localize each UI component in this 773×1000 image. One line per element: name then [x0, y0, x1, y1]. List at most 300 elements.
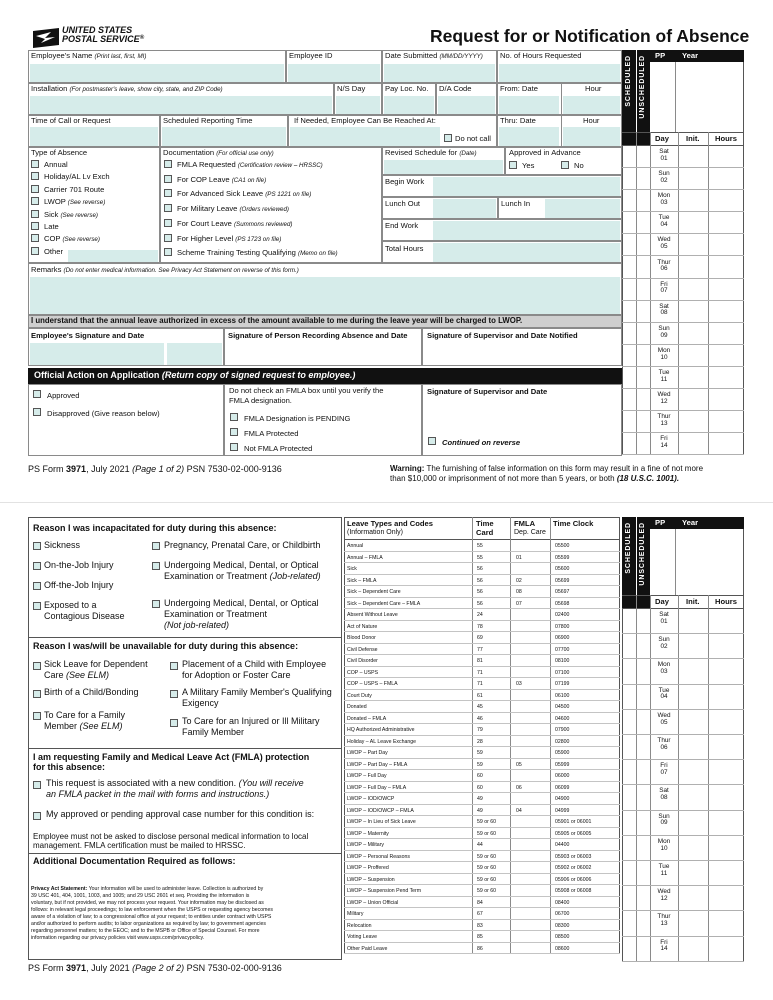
- cal1-day-num-7: 08: [660, 309, 668, 317]
- thru-date-input[interactable]: [499, 127, 559, 146]
- ns-day-input[interactable]: [336, 96, 380, 114]
- undergoing-job-hint: (Job-related): [269, 570, 321, 581]
- cal2-row-13[interactable]: [622, 937, 744, 962]
- undergoing-nonjob-checkbox[interactable]: [152, 600, 160, 608]
- leave-card-2: 56: [477, 566, 483, 572]
- leave-card-26: 44: [477, 842, 483, 848]
- approved-label: Approved: [47, 391, 80, 400]
- total-hours-input[interactable]: [433, 243, 620, 262]
- employee-signature-label: Employee's Signature and Date: [31, 331, 145, 340]
- family-member-hint: (See ELM): [79, 720, 123, 731]
- scheduled-time-input[interactable]: [162, 127, 286, 146]
- doc-checkbox-0[interactable]: [164, 160, 172, 168]
- approved-checkbox[interactable]: [33, 390, 41, 398]
- military-exigency-checkbox[interactable]: [170, 690, 178, 698]
- leave-clock-9: 07700: [555, 646, 570, 653]
- hours-requested-input[interactable]: [499, 64, 620, 82]
- family-member-line2: Member: [44, 720, 78, 731]
- warning-label: Warning:: [390, 464, 425, 473]
- undergoing-nonjob-label: [164, 598, 319, 630]
- logo-line1: UNITED STATES: [62, 25, 133, 35]
- family-member-checkbox[interactable]: [33, 712, 41, 720]
- leave-card-5: 56: [477, 600, 483, 607]
- doc-checkbox-4[interactable]: [164, 219, 172, 227]
- absence-checkbox-0[interactable]: [31, 160, 39, 168]
- absence-checkbox-1[interactable]: [31, 172, 39, 180]
- cal2-row-4[interactable]: [622, 710, 744, 735]
- cal2-day-num-4: 05: [660, 718, 668, 726]
- leave-card-28: 59 or 60: [477, 865, 497, 871]
- date-submitted-input[interactable]: [384, 64, 495, 82]
- undergoing-job-checkbox[interactable]: [152, 562, 160, 570]
- cal2-day-name-9: Mon: [657, 837, 671, 845]
- leave-type-24: LWOP – In Lieu of Sick Leave: [347, 819, 416, 825]
- installation-input[interactable]: [30, 96, 332, 114]
- doc-label-text-2: For Advanced Sick Leave: [177, 189, 264, 199]
- cal2-row-7[interactable]: [622, 785, 744, 810]
- supervisor-signature-label: Signature of Supervisor and Date: [427, 387, 548, 396]
- reached-at-input[interactable]: [290, 127, 440, 146]
- cal1-row-8[interactable]: [622, 323, 744, 345]
- exposed-line1: Exposed to a: [44, 600, 97, 610]
- cal1-year-label: Year: [682, 51, 699, 60]
- sickness-checkbox[interactable]: [33, 542, 41, 550]
- doc-label-5: [177, 234, 281, 243]
- cal1-row-5[interactable]: [622, 257, 744, 279]
- leave-col-types: Leave Types and Codes: [347, 519, 433, 528]
- lunch-in-input[interactable]: [545, 199, 620, 218]
- undergoing-nonjob-hint: (Not job-related): [164, 619, 230, 630]
- employee-signature-date-input[interactable]: [167, 343, 222, 365]
- leave-card-10: 81: [477, 658, 483, 664]
- leave-fmla-21: 06: [516, 784, 522, 791]
- documentation-heading-hint: (For official use only): [216, 150, 274, 157]
- installation-text: Installation: [31, 84, 68, 93]
- ns-day-label: N/S Day: [337, 84, 366, 93]
- cal2-day-num-5: 06: [660, 743, 668, 751]
- doc-checkbox-1[interactable]: [164, 175, 172, 183]
- cal1-day-9: [650, 348, 678, 361]
- injured-military-label: [182, 716, 320, 738]
- absence-checkbox-6[interactable]: [31, 234, 39, 242]
- not-disclose-line1: Employee must not be asked to disclose personal medical information to local: [33, 832, 309, 841]
- employee-id-input[interactable]: [288, 64, 380, 82]
- from-hour-input[interactable]: [563, 96, 620, 114]
- absence-checkbox-3[interactable]: [31, 197, 39, 205]
- leave-type-6: Absent Without Leave: [347, 612, 398, 618]
- leave-type-1: Annual – FMLA: [347, 554, 383, 561]
- cal1-day-name-13: Fri: [660, 435, 668, 443]
- fmla-request-heading-line2: for this absence:: [33, 761, 106, 772]
- leave-clock-30: 05908 or 06008: [555, 888, 592, 894]
- privacy-text-4: aware of a violation of law; to a congressional office at your request; to entities under contract with USPS: [31, 914, 272, 921]
- leave-clock-17: 02800: [555, 738, 570, 745]
- absence-checkbox-2[interactable]: [31, 185, 39, 193]
- doc-checkbox-5[interactable]: [164, 234, 172, 242]
- leave-clock-25: 05905 or 06005: [555, 830, 592, 837]
- cal2-day-num-7: 08: [660, 794, 668, 802]
- leave-type-34: Voting Leave: [347, 934, 377, 940]
- absence-checkbox-5[interactable]: [31, 222, 39, 230]
- reason2-heading: Reason I was/will be unavailable for duty during this absence:: [33, 641, 299, 651]
- undergoing-job-line2: Examination or Treatment: [164, 570, 268, 581]
- cal2-day-num-13: 14: [660, 945, 668, 953]
- cal2-day-name-6: Fri: [660, 762, 668, 770]
- leave-clock-11: 07100: [555, 669, 570, 676]
- sick-leave-dependent-checkbox[interactable]: [33, 662, 41, 670]
- cal2-year-input[interactable]: [676, 529, 744, 595]
- doc-label-0: [177, 160, 323, 169]
- leave-type-16: HQ Authorized Administrative: [347, 727, 415, 733]
- cal2-pp-input[interactable]: [650, 529, 676, 595]
- approved-case-checkbox[interactable]: [33, 812, 41, 820]
- hours-requested-label: No. of Hours Requested: [500, 51, 582, 60]
- leave-clock-26: 04400: [555, 842, 570, 848]
- time-of-call-label: Time of Call or Request: [31, 116, 111, 125]
- doc-hint-3: (Orders reviewed): [239, 206, 289, 214]
- cal1-init-col: Init.: [686, 134, 700, 143]
- privacy-text-6: regarding personnel matters; to the EEOC; and to the MSPB or Office of Special Counsel. For more: [31, 928, 260, 935]
- placement-line2: for Adoption or Foster Care: [182, 669, 291, 680]
- cal1-day-num-3: 04: [660, 221, 668, 229]
- undergoing-nonjob-line1: Undergoing Medical, Dental, or Optical: [164, 598, 319, 608]
- cal1-row-9[interactable]: [622, 345, 744, 367]
- leave-fmla-12: 03: [516, 681, 522, 687]
- cal2-day-name-1: Sun: [658, 636, 670, 644]
- cal2-day-num-12: 13: [660, 920, 668, 928]
- cal1-row-7[interactable]: [622, 301, 744, 323]
- leave-col-depcare: Dep. Care: [514, 529, 546, 536]
- cal2-row-2[interactable]: [622, 659, 744, 684]
- cal1-unscheduled-label: UNSCHEDULED: [639, 55, 646, 119]
- leave-fmla-3: 02: [516, 577, 522, 584]
- type-of-absence-heading: Type of Absence: [31, 148, 88, 157]
- supervisor-notified-label: Signature of Supervisor and Date Notified: [427, 331, 578, 340]
- cal2-row-3[interactable]: [622, 685, 744, 710]
- reason1-heading: Reason I was incapacitated for duty during this absence:: [33, 523, 277, 533]
- leave-card-35: 86: [477, 945, 483, 952]
- warning-line1: The furnishing of false information on this form may result in a fine of not more: [426, 464, 704, 473]
- privacy-line-7: [31, 935, 341, 942]
- employee-name-text: Employee's Name: [31, 51, 93, 60]
- remarks-input[interactable]: [30, 277, 620, 314]
- doc-label-text-1: For COP Leave: [177, 174, 230, 184]
- cal1-row-10[interactable]: [622, 367, 744, 389]
- cal2-pp-label: PP: [655, 518, 666, 527]
- leave-type-13: Court Duty: [347, 692, 372, 699]
- leave-type-22: LWOP – IOD/OWCP: [347, 796, 395, 802]
- footer1-rest: , July 2021: [86, 464, 130, 474]
- footer1-psn: PSN 7530-02-000-9136: [186, 464, 282, 474]
- thru-hour-input[interactable]: [563, 127, 620, 146]
- leave-clock-8: 06900: [555, 635, 570, 641]
- cal1-row-6[interactable]: [622, 279, 744, 301]
- end-work-input[interactable]: [433, 221, 620, 240]
- placement-checkbox[interactable]: [170, 662, 178, 670]
- leave-clock-4: 05697: [555, 589, 570, 595]
- on-job-injury-checkbox[interactable]: [33, 562, 41, 570]
- privacy-line-6: [31, 928, 341, 935]
- begin-work-input[interactable]: [433, 177, 620, 196]
- absence-label-text-1: Holiday/AL Lv Exch: [44, 172, 110, 182]
- off-job-injury-label: Off-the-Job Injury: [44, 580, 114, 590]
- cal1-day-num-1: 02: [660, 176, 668, 184]
- approved-no-checkbox[interactable]: [561, 161, 569, 169]
- date-submitted-hint: (MM/DD/YYYY): [439, 53, 483, 60]
- privacy-line-1: [31, 893, 341, 900]
- cal2-row-0[interactable]: [622, 609, 744, 634]
- disapproved-checkbox[interactable]: [33, 408, 41, 416]
- leave-clock-15: 04600: [555, 715, 570, 722]
- doc-checkbox-3[interactable]: [164, 204, 172, 212]
- privacy-statement: [31, 886, 341, 942]
- divider-2: [28, 748, 342, 749]
- approved-yes-checkbox[interactable]: [509, 161, 517, 169]
- do-not-call-label: Do not call: [455, 134, 491, 143]
- absence-hint-3: (See reverse): [67, 199, 106, 207]
- remarks-label: [31, 266, 299, 275]
- doc-checkbox-2[interactable]: [164, 189, 172, 197]
- from-date-input[interactable]: [499, 96, 559, 114]
- leave-type-26: LWOP – Military: [347, 842, 384, 848]
- additional-doc-input[interactable]: [30, 868, 340, 884]
- cal1-day-3: [650, 215, 678, 228]
- page-separator: [0, 502, 773, 503]
- lunch-out-label: Lunch Out: [385, 199, 421, 208]
- cal2-row-5[interactable]: [622, 735, 744, 760]
- family-member-label: [44, 710, 125, 732]
- cal1-year-input[interactable]: [676, 62, 744, 132]
- leave-card-32: 67: [477, 911, 483, 917]
- cal2-day-10: [650, 864, 678, 877]
- cal2-row-9[interactable]: [622, 836, 744, 861]
- usps-eagle-logo: [33, 28, 59, 48]
- privacy-text-3: follows: in relevant legal proceedings; to law enforcement when the USPS or requesting agency becomes: [31, 907, 273, 914]
- employee-name-input[interactable]: [30, 64, 284, 82]
- cal1-day-num-13: 14: [660, 442, 668, 450]
- cal2-day-name-5: Thur: [657, 737, 671, 744]
- leave-card-6: 24: [477, 612, 483, 618]
- absence-label-6: [44, 234, 100, 243]
- cal1-row-13[interactable]: [622, 433, 744, 455]
- form-footer-2: [28, 963, 282, 973]
- official-action-heading: [34, 371, 355, 381]
- cal2-day-9: [650, 839, 678, 852]
- approved-case-label: My approved or pending approval case number for this condition is:: [46, 809, 315, 819]
- cal1-row-11[interactable]: [622, 389, 744, 411]
- leave-clock-3: 05699: [555, 577, 570, 584]
- cal1-day-1: [650, 171, 678, 184]
- cal1-day-name-1: Sun: [658, 170, 670, 178]
- cal1-row-0[interactable]: [622, 146, 744, 168]
- placement-label: [182, 659, 326, 681]
- cal2-day-13: [650, 940, 678, 953]
- thru-hour-label: Hour: [583, 116, 600, 125]
- cal2-unscheduled-label: UNSCHEDULED: [639, 522, 646, 586]
- cal1-row-4[interactable]: [622, 234, 744, 256]
- remarks-hint: (Do not enter medical information. See Privacy Act Statement on reverse of this form.): [63, 267, 299, 274]
- cal1-day-name-8: Sun: [658, 324, 670, 332]
- leave-card-8: 69: [477, 635, 483, 641]
- leave-card-12: 71: [477, 681, 483, 687]
- cal2-row-12[interactable]: [622, 911, 744, 936]
- cal1-day-12: [650, 414, 678, 427]
- date-submitted-label: [385, 52, 483, 61]
- cal2-day-num-2: 03: [660, 668, 668, 676]
- leave-type-30: LWOP – Suspension Pend Term: [347, 888, 422, 894]
- cal2-day-num-6: 07: [660, 768, 668, 776]
- cal1-row-2[interactable]: [622, 190, 744, 212]
- warning-line2: than $10,000 or imprisonment of not more than 5 years, or both: [390, 473, 615, 483]
- doc-hint-1: (CA1 on file): [231, 176, 267, 184]
- leave-card-20: 60: [477, 773, 483, 779]
- revised-schedule-input[interactable]: [384, 160, 503, 174]
- doc-hint-5: (PS 1723 on file): [235, 235, 282, 243]
- cal2-row-8[interactable]: [622, 811, 744, 836]
- time-of-call-input[interactable]: [30, 127, 158, 146]
- cal1-row-3[interactable]: [622, 212, 744, 234]
- leave-type-11: COP – USPS: [347, 669, 379, 676]
- leave-card-31: 84: [477, 899, 483, 906]
- total-hours-label: Total Hours: [385, 244, 424, 253]
- military-exigency-line1: A Military Family Member's Qualifying: [182, 687, 332, 697]
- other-absence-input[interactable]: [68, 250, 158, 262]
- doc-hint-0: (Certification review – HRSSC): [237, 162, 323, 169]
- privacy-label: Privacy Act Statement:: [31, 886, 88, 892]
- leave-clock-33: 08300: [555, 922, 570, 929]
- pregnancy-label: Pregnancy, Prenatal Care, or Childbirth: [164, 540, 321, 550]
- leave-col-card: Card: [476, 528, 494, 537]
- documentation-heading: [163, 149, 274, 158]
- not-disclose-line2: management. FMLA certification must be mailed to HRSSC.: [33, 841, 246, 851]
- leave-clock-5: 05698: [555, 600, 570, 607]
- continued-reverse-checkbox[interactable]: [428, 437, 436, 445]
- lunch-out-input[interactable]: [433, 199, 496, 218]
- privacy-line-2: [31, 900, 341, 907]
- doc-label-text-3: For Military Leave: [177, 204, 238, 214]
- leave-clock-22: 04900: [555, 796, 570, 802]
- approved-advance-label: Approved in Advance: [509, 148, 581, 157]
- cal1-row-1[interactable]: [622, 168, 744, 190]
- fmla-pending-checkbox[interactable]: [230, 413, 238, 421]
- leave-card-13: 61: [477, 692, 483, 699]
- leave-clock-14: 04500: [555, 704, 570, 710]
- cal2-row-11[interactable]: [622, 886, 744, 911]
- leave-card-3: 56: [477, 577, 483, 584]
- cal2-row-6[interactable]: [622, 760, 744, 785]
- sickness-label: Sickness: [44, 540, 81, 550]
- disapproved-label: Disapproved (Give reason below): [47, 409, 160, 418]
- cal1-day-num-8: 09: [660, 331, 668, 339]
- cal1-day-num-4: 05: [660, 243, 668, 251]
- fmla-note-line1: Do not check an FMLA box until you verify the: [229, 386, 384, 395]
- leave-card-9: 77: [477, 646, 483, 653]
- cal2-day-0: [650, 612, 678, 625]
- cal2-row-1[interactable]: [622, 634, 744, 659]
- new-condition-hint1: (You will receive: [238, 778, 304, 788]
- da-code-input[interactable]: [438, 96, 495, 114]
- doc-checkbox-6[interactable]: [164, 248, 172, 256]
- birth-label: Birth of a Child/Bonding: [44, 687, 139, 697]
- absence-label-text-7: Other: [44, 246, 63, 256]
- fmla-note-line2: FMLA designation.: [229, 396, 292, 405]
- leave-type-10: Civil Disorder: [347, 658, 378, 664]
- pay-loc-input[interactable]: [384, 96, 434, 114]
- absence-checkbox-4[interactable]: [31, 210, 39, 218]
- cal2-day-3: [650, 688, 678, 701]
- cal2-day-8: [650, 814, 678, 827]
- pregnancy-checkbox[interactable]: [152, 542, 160, 550]
- doc-label-1: [177, 175, 266, 184]
- absence-label-text-3: LWOP: [44, 197, 66, 207]
- additional-doc-heading: Additional Documentation Required as follows:: [33, 856, 236, 866]
- leave-card-7: 78: [477, 623, 483, 630]
- cal1-row-12[interactable]: [622, 411, 744, 433]
- new-condition-checkbox[interactable]: [33, 781, 41, 789]
- sick-leave-dependent-line2: Care: [44, 669, 64, 680]
- thru-date-label: Thru: Date: [500, 116, 536, 125]
- revised-schedule-text: Revised Schedule for: [385, 148, 458, 157]
- cal2-day-num-0: 01: [660, 617, 668, 625]
- absence-label-text-6: COP: [44, 234, 61, 244]
- footer2-psn: PSN 7530-02-000-9136: [186, 963, 282, 973]
- exposed-checkbox[interactable]: [33, 602, 41, 610]
- exposed-line2: Contagious Disease: [44, 610, 125, 621]
- leave-card-22: 49: [477, 796, 483, 802]
- off-job-injury-checkbox[interactable]: [33, 582, 41, 590]
- leave-card-33: 83: [477, 922, 483, 929]
- cal2-init-col: Init.: [686, 597, 700, 606]
- doc-label-2: [177, 189, 311, 198]
- from-hour-label: Hour: [585, 84, 602, 93]
- cal2-day-num-10: 11: [660, 869, 668, 877]
- leave-col-fmla: FMLA: [514, 519, 536, 528]
- absence-hint-6: (See reverse): [62, 236, 100, 244]
- military-exigency-line2: Exigency: [182, 697, 219, 708]
- cal2-day-name-13: Fri: [660, 938, 668, 946]
- privacy-text-0: Your information will be used to administer leave. Collection is authorized by: [88, 886, 264, 892]
- birth-checkbox[interactable]: [33, 690, 41, 698]
- absence-checkbox-7[interactable]: [31, 247, 39, 255]
- leave-card-18: 59: [477, 750, 483, 756]
- leave-type-17: Holiday – AL Leave Exchange: [347, 738, 417, 745]
- leave-type-18: LWOP – Part Day: [347, 750, 388, 756]
- cal1-day-7: [650, 304, 678, 317]
- injured-military-checkbox[interactable]: [170, 719, 178, 727]
- cal2-day-5: [650, 738, 678, 751]
- family-member-line1: To Care for a Family: [44, 710, 126, 720]
- cal2-day-name-3: Tue: [658, 686, 670, 694]
- employee-signature-input[interactable]: [30, 343, 164, 365]
- privacy-line-3: [31, 907, 341, 914]
- logo-mark: ®: [139, 35, 145, 42]
- cal1-day-0: [650, 149, 678, 162]
- cal2-row-10[interactable]: [622, 861, 744, 886]
- cal2-year-label: Year: [682, 518, 699, 527]
- injured-military-line2: Family Member: [182, 726, 245, 737]
- case-number-input[interactable]: [46, 822, 336, 832]
- cal2-day-4: [650, 713, 678, 726]
- leave-clock-21: 06099: [555, 784, 570, 791]
- privacy-line-0: [31, 886, 341, 893]
- leave-card-24: 59 or 60: [477, 819, 497, 825]
- fmla-protected-checkbox[interactable]: [230, 428, 238, 436]
- cal1-pp-input[interactable]: [650, 62, 676, 132]
- leave-type-15: Donated – FMLA: [347, 715, 387, 722]
- leave-clock-10: 08100: [555, 658, 570, 664]
- not-fmla-checkbox[interactable]: [230, 443, 238, 451]
- do-not-call-checkbox[interactable]: [444, 134, 452, 142]
